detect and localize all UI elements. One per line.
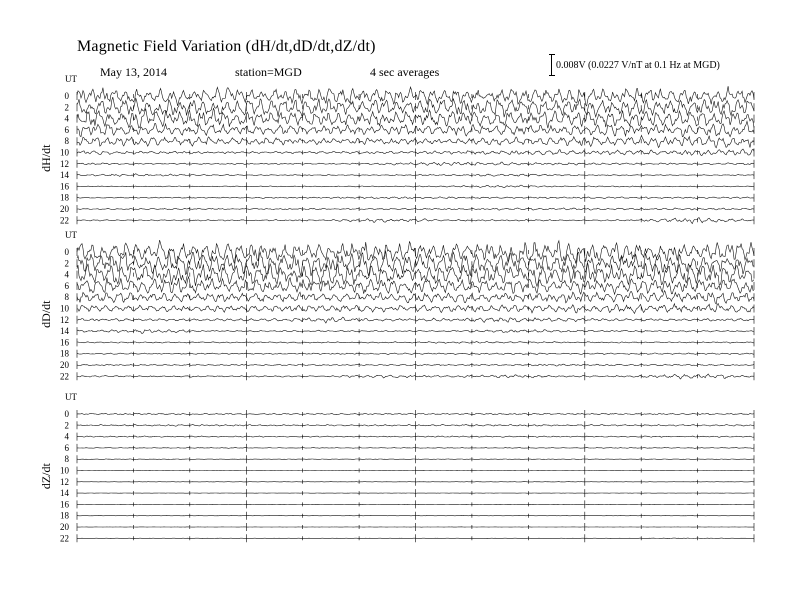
hour-label: 18 <box>60 192 69 203</box>
ut-label: UT <box>65 392 77 402</box>
averaging-label: 4 sec averages <box>370 65 440 79</box>
hour-label: 12 <box>60 476 69 487</box>
hour-label: 22 <box>60 371 69 382</box>
hour-label: 0 <box>64 247 69 257</box>
hour-label: 2 <box>64 102 69 113</box>
hour-label: 8 <box>64 292 69 303</box>
panel-ylabel: dH/dt <box>39 144 53 172</box>
hour-label: 16 <box>60 181 69 192</box>
hour-label: 2 <box>64 258 69 269</box>
hour-label: 10 <box>60 147 69 158</box>
hour-label: 8 <box>64 136 69 147</box>
hour-label: 4 <box>64 113 69 124</box>
scale-label: 0.008V (0.0227 V/nT at 0.1 Hz at MGD) <box>556 60 720 71</box>
hour-label: 8 <box>64 454 69 465</box>
hour-label: 6 <box>64 442 69 453</box>
hour-label: 0 <box>64 91 69 101</box>
hour-label: 4 <box>64 431 69 442</box>
hour-label: 16 <box>60 337 69 348</box>
hour-label: 18 <box>60 510 69 521</box>
hour-label: 10 <box>60 303 69 314</box>
hour-label: 12 <box>60 314 69 325</box>
hour-label: 20 <box>60 204 69 214</box>
ut-label: UT <box>65 74 77 84</box>
hour-label: 16 <box>60 499 69 510</box>
hour-label: 6 <box>64 280 69 291</box>
hour-label: 22 <box>60 215 69 226</box>
ut-label: UT <box>65 230 77 240</box>
panel-ylabel: dD/dt <box>39 300 53 328</box>
hour-label: 14 <box>60 326 69 337</box>
hour-label: 14 <box>60 170 69 181</box>
hour-label: 4 <box>64 269 69 280</box>
hour-label: 22 <box>60 533 69 544</box>
hour-label: 18 <box>60 348 69 359</box>
date-label: May 13, 2014 <box>100 65 167 79</box>
hour-label: 12 <box>60 158 69 169</box>
panel-ylabel: dZ/dt <box>39 463 53 490</box>
station-label: station=MGD <box>235 65 302 79</box>
hour-label: 20 <box>60 522 69 532</box>
hour-label: 6 <box>64 124 69 135</box>
hour-label: 10 <box>60 465 69 476</box>
hour-label: 0 <box>64 409 69 419</box>
hour-label: 14 <box>60 488 69 499</box>
chart-title: Magnetic Field Variation (dH/dt,dD/dt,dZ/dt) <box>77 38 376 55</box>
hour-label: 20 <box>60 360 69 370</box>
hour-label: 2 <box>64 420 69 431</box>
